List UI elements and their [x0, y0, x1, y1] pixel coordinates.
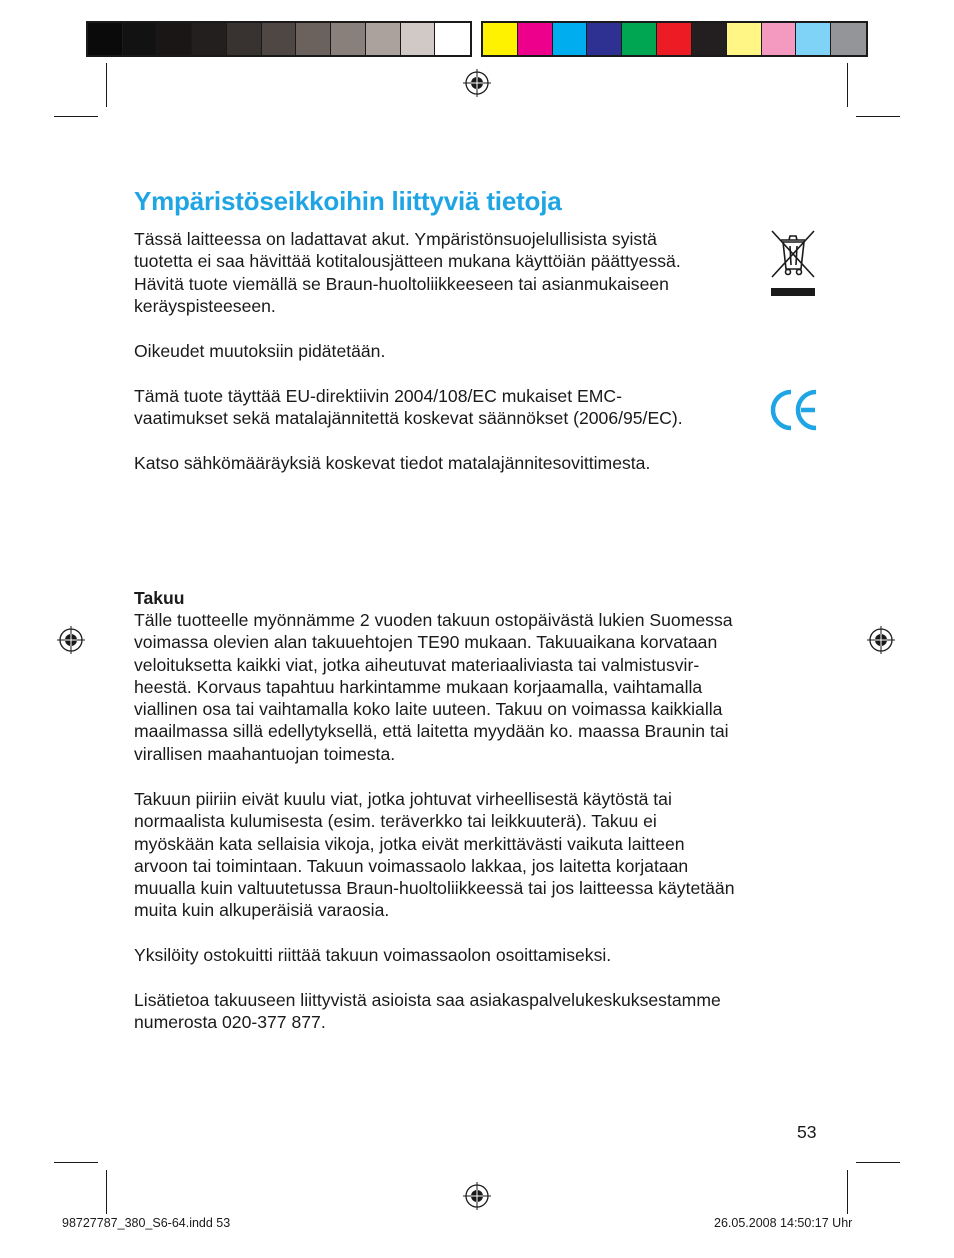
- color-swatch: [553, 23, 588, 55]
- color-swatch: [331, 23, 366, 55]
- color-swatch: [262, 23, 297, 55]
- color-swatch: [88, 23, 123, 55]
- registration-mark-icon: [463, 1182, 491, 1210]
- receipt-paragraph: Yksilöity ostokuitti riittää takuun voimassaolon osoittamiseksi.: [134, 945, 612, 965]
- color-swatch: [762, 23, 797, 55]
- crop-mark: [856, 116, 900, 117]
- registration-mark-icon: [867, 626, 895, 654]
- page-title: Ympäristöseikkoihin liittyviä tietoja: [134, 186, 562, 216]
- warranty-paragraph: Tälle tuotteelle myönnämme 2 vuoden takuun ostopäivästä lukien Suomessa voimassa olevien alan takuuehtojen TE90 mukaan. Takuuaikana korvataan veloituksetta kaikki viat, jotka aiheutuvat materiaaliviasta tai valmistusvir- heestä. Korvaus tapahtuu harkintamme mukaan korjaamalla, vaihtamalla viallinen osa tai vaihtamalla koko laite uuteen. Takuu on voimassa kaikkialla maailmassa sillä edellytyksellä, että laitetta myydään ko. maassa Braunin tai virallisen maahantuojan toimesta.: [134, 610, 733, 764]
- ce-mark-icon: [769, 386, 821, 434]
- process-color-bar: [481, 21, 868, 57]
- color-swatch: [622, 23, 657, 55]
- grayscale-color-bar: [86, 21, 472, 57]
- registration-mark-icon: [57, 626, 85, 654]
- color-swatch: [796, 23, 831, 55]
- contact-paragraph: Lisätietoa takuuseen liittyvistä asioista saa asiakaspalvelukeskuksestamme numerosta 020-377 877.: [134, 990, 721, 1033]
- color-swatch: [587, 23, 622, 55]
- crop-mark: [847, 63, 848, 107]
- color-swatch: [692, 23, 727, 55]
- crop-mark: [856, 1162, 900, 1163]
- crop-mark: [54, 116, 98, 117]
- emc-paragraph: Tämä tuote täyttää EU-direktiivin 2004/108/EC mukaiset EMC- vaatimukset sekä matalajännitettä koskevat säännökset (2006/95/EC).: [134, 386, 683, 429]
- electrical-info-paragraph: Katso sähkömääräyksiä koskevat tiedot matalajännitesovittimesta.: [134, 453, 651, 473]
- color-swatch: [123, 23, 158, 55]
- slug-file-name: 98727787_380_S6-64.indd 53: [62, 1216, 231, 1230]
- color-swatch: [657, 23, 692, 55]
- color-swatch: [227, 23, 262, 55]
- color-swatch: [727, 23, 762, 55]
- color-swatch: [831, 23, 866, 55]
- color-swatch: [483, 23, 518, 55]
- slug-timestamp: 26.05.2008 14:50:17 Uhr: [714, 1216, 853, 1230]
- crop-mark: [847, 1170, 848, 1214]
- crossed-out-wheelie-bin-icon: [768, 227, 818, 299]
- color-swatch: [401, 23, 436, 55]
- color-swatch: [366, 23, 401, 55]
- environment-paragraph: Tässä laitteessa on ladattavat akut. Ympäristönsuojelullisista syistä tuotetta ei saa hävittää kotitalousjätteen mukana käyttöiän päättyessä. Hävitä tuote viemällä se Braun-huoltoliikkeeseen tai asianmukaiseen keräyspisteeseen.: [134, 229, 681, 316]
- registration-mark-icon: [463, 69, 491, 97]
- crop-mark: [106, 1170, 107, 1214]
- warranty-heading: Takuu: [134, 588, 185, 608]
- page-number: 53: [797, 1122, 817, 1142]
- color-swatch: [192, 23, 227, 55]
- color-swatch: [157, 23, 192, 55]
- crop-mark: [54, 1162, 98, 1163]
- color-swatch: [518, 23, 553, 55]
- rights-paragraph: Oikeudet muutoksiin pidätetään.: [134, 341, 386, 361]
- color-swatch: [435, 23, 470, 55]
- warranty-exclusions-paragraph: Takuun piiriin eivät kuulu viat, jotka johtuvat virheellisestä käytöstä tai normaalista kulumisesta (esim. teräverkko tai leikkuuterä). Takuu ei myöskään kata sellaisia vikoja, jotka eivät merkittävästi vaikuta laitteen arvoon tai toimintaan. Takuun voimassaolo lakkaa, jos laitetta korjataan muualla kuin valtuutetussa Braun-huoltoliikkeessä tai jos laitteessa käytetään muita kuin alkuperäisiä varaosia.: [134, 789, 735, 921]
- color-swatch: [296, 23, 331, 55]
- crop-mark: [106, 63, 107, 107]
